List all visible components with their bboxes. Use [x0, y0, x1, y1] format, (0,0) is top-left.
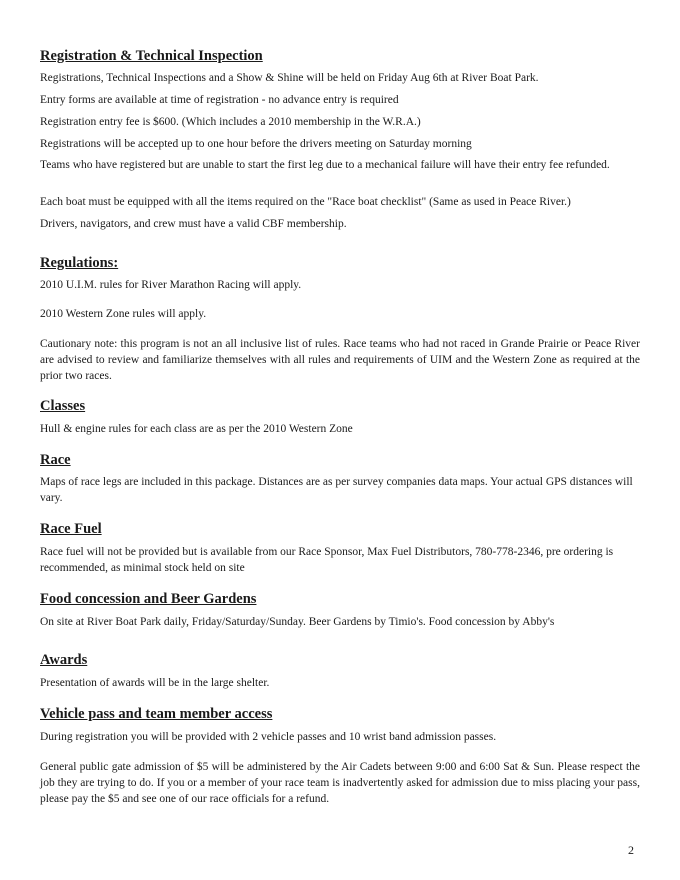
heading-classes: Classes [40, 398, 86, 414]
heading-race-fuel: Race Fuel [40, 521, 102, 537]
regulations-paragraph-2: 2010 Western Zone rules will apply. [40, 308, 207, 320]
race-fuel-paragraph-1: Race fuel will not be provided but is available from our Race Sponsor, Max Fuel Distributors, 780-778-2346, pre ordering is recommended, as minimal stock held on site [40, 546, 614, 574]
heading-food-concession: Food concession and Beer Gardens [40, 591, 257, 607]
registration-paragraph-2: Entry forms are available at time of registration - no advance entry is required [40, 94, 399, 106]
page-number: 2 [628, 843, 634, 857]
registration-paragraph-1: Registrations, Technical Inspections and a Show & Shine will be held on Friday Aug 6th at River Boat Park. [40, 72, 539, 84]
heading-regulations: Regulations: [40, 255, 119, 271]
registration-paragraph-3: Registration entry fee is $600. (Which includes a 2010 membership in the W.R.A.) [40, 116, 421, 128]
registration-paragraph-6: Each boat must be equipped with all the items required on the "Race boat checklist" (Same as used in Peace River.) [40, 196, 571, 208]
classes-paragraph-1: Hull & engine rules for each class are as per the 2010 Western Zone [40, 423, 353, 435]
regulations-paragraph-1: 2010 U.I.M. rules for River Marathon Racing will apply. [40, 279, 302, 291]
vehicle-paragraph-1: During registration you will be provided with 2 vehicle passes and 10 wrist band admission passes. [40, 731, 497, 743]
heading-race: Race [40, 452, 71, 468]
awards-paragraph-1: Presentation of awards will be in the large shelter. [40, 677, 270, 689]
registration-paragraph-7: Drivers, navigators, and crew must have a valid CBF membership. [40, 218, 347, 230]
food-paragraph-1: On site at River Boat Park daily, Friday/Saturday/Sunday. Beer Gardens by Timio's. Food concession by Abby's [40, 616, 555, 628]
heading-registration: Registration & Technical Inspection [40, 48, 263, 64]
regulations-paragraph-3: Cautionary note: this program is not an all inclusive list of rules. Race teams who had not raced in Grande Prairie or Peace River are advised to review and familiarize themselves with all rules and requirements of UIM and the Western Zone as required at the prior two races. [40, 338, 640, 382]
registration-paragraph-4: Registrations will be accepted up to one hour before the drivers meeting on Saturday morning [40, 138, 472, 150]
heading-vehicle-pass: Vehicle pass and team member access [40, 706, 273, 722]
race-paragraph-1: Maps of race legs are included in this package. Distances are as per survey companies data maps. Your actual GPS distances will vary. [40, 476, 633, 504]
registration-paragraph-5: Teams who have registered but are unable to start the first leg due to a mechanical failure will have their entry fee refunded. [40, 159, 610, 171]
vehicle-paragraph-2: General public gate admission of $5 will be administered by the Air Cadets between 9:00 and 6:00 Sat & Sun. Please respect the job they are trying to do. If you or a member of your race team is inadvertently asked for admission due to miss placing your pass, please pay the $5 and see one of our race officials for a refund. [40, 761, 640, 805]
heading-awards: Awards [40, 652, 88, 668]
